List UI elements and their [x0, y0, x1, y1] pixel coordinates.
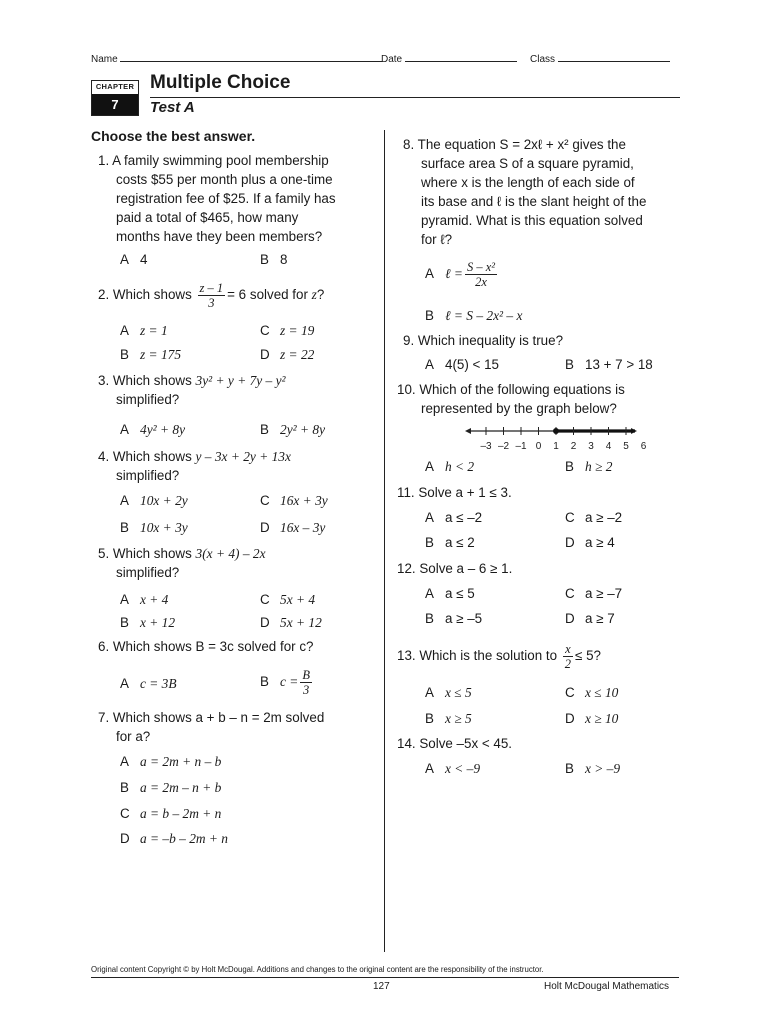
option-letter: C	[565, 586, 575, 601]
expression: 3y² + y + 7y – y²	[195, 373, 286, 388]
option-letter: A	[120, 252, 129, 267]
option-letter: A	[120, 422, 129, 437]
option-text: 16x + 3y	[280, 493, 328, 508]
option-text: 4y² + 8y	[140, 422, 186, 437]
option-letter: A	[425, 510, 434, 525]
question-text: costs $55 per month plus a one-time	[116, 172, 333, 187]
question-text: simplified?	[116, 565, 180, 580]
option-letter: A	[425, 357, 434, 372]
answer-13a[interactable]	[425, 683, 472, 702]
question-13	[397, 638, 601, 674]
option-text: h < 2	[445, 459, 475, 474]
option-letter: D	[120, 831, 130, 846]
expression: 3(x + 4) – 2x	[195, 546, 266, 561]
question-5	[98, 544, 266, 582]
closed-point-marker	[553, 428, 559, 434]
answer-9a[interactable]	[425, 355, 499, 374]
option-letter: B	[260, 674, 269, 689]
class-blank	[558, 52, 670, 62]
option-letter: C	[565, 510, 575, 525]
title-rule	[150, 97, 680, 98]
question-11: 11. Solve a + 1 ≤ 3.	[397, 485, 512, 500]
option-text: c =	[280, 674, 299, 689]
answer-14b[interactable]	[565, 759, 620, 778]
question-text: registration fee of $25. If a family has	[116, 191, 336, 206]
question-text: solved for	[249, 287, 308, 302]
option-letter: B	[425, 711, 434, 726]
option-text: a = 2m – n + b	[140, 780, 222, 795]
answer-2d[interactable]	[260, 345, 314, 364]
question-text: 4. Which shows	[98, 449, 192, 464]
answer-4d[interactable]	[260, 518, 325, 537]
tick-label: 6	[640, 441, 647, 452]
option-text: x ≥ 10	[585, 711, 619, 726]
number-line-graph	[465, 423, 647, 455]
option-letter: C	[565, 685, 575, 700]
option-text: 5x + 12	[280, 615, 322, 630]
question-7	[98, 708, 324, 746]
question-text: ≤ 5?	[575, 648, 601, 663]
option-text: a ≥ 7	[585, 611, 615, 626]
question-12: 12. Solve a – 6 ≥ 1.	[397, 561, 513, 576]
option-text: x ≤ 5	[445, 685, 472, 700]
option-text: 16x – 3y	[280, 520, 326, 535]
tick-label: –1	[515, 441, 527, 452]
option-text: a = 2m + n – b	[140, 754, 222, 769]
option-text: 13 + 7 > 18	[585, 357, 653, 372]
question-text: represented by the graph below?	[421, 401, 617, 416]
answer-11b[interactable]	[425, 533, 475, 552]
answer-10a[interactable]	[425, 457, 474, 476]
answer-5b[interactable]	[120, 613, 175, 632]
tick-label: 0	[535, 441, 542, 452]
fraction	[198, 281, 226, 310]
instructions: Choose the best answer.	[91, 128, 256, 144]
denominator: 3	[208, 295, 215, 310]
tick-label: 5	[623, 441, 629, 452]
answer-13c[interactable]	[565, 683, 618, 702]
option-letter: B	[565, 459, 574, 474]
answer-13b[interactable]	[425, 709, 472, 728]
answer-3b[interactable]	[260, 420, 325, 439]
option-text: z = 22	[280, 347, 315, 362]
question-text: 2. Which shows	[98, 287, 192, 302]
question-text: for ℓ?	[421, 232, 453, 247]
name-blank	[120, 52, 382, 62]
publisher-name: Holt McDougal Mathematics	[544, 981, 670, 992]
denominator: 3	[303, 682, 310, 697]
chapter-number: 7	[92, 94, 138, 115]
option-text: 10x + 2y	[140, 493, 188, 508]
answer-8a[interactable]	[425, 254, 499, 294]
option-text: 2y² + 8y	[280, 422, 326, 437]
question-text: 3. Which shows	[98, 373, 192, 388]
equation-part: = 6	[227, 287, 247, 302]
option-text: 10x + 3y	[140, 520, 188, 535]
answer-5c[interactable]	[260, 590, 315, 609]
arrow-left-icon	[465, 428, 471, 434]
question-1	[98, 151, 336, 246]
question-6: 6. Which shows B = 3c solved for c?	[98, 639, 314, 654]
option-letter: D	[565, 711, 575, 726]
question-text: 1. A family swimming pool membership	[98, 153, 329, 168]
option-text: a ≤ 5	[445, 586, 475, 601]
question-14: 14. Solve –5x < 45.	[397, 736, 513, 751]
date-label: Date	[381, 54, 403, 65]
option-letter: B	[260, 252, 269, 267]
answer-4a[interactable]	[120, 491, 188, 510]
variable: z	[311, 287, 317, 302]
option-text: 8	[280, 252, 288, 267]
option-text: h ≥ 2	[585, 459, 613, 474]
question-text: surface area S of a square pyramid,	[421, 156, 634, 171]
option-letter: A	[120, 592, 129, 607]
date-field	[381, 52, 517, 65]
option-letter: A	[120, 754, 129, 769]
answer-11d[interactable]	[565, 533, 615, 552]
answer-1a[interactable]	[120, 250, 147, 269]
option-letter: B	[565, 761, 574, 776]
option-letter: C	[260, 592, 270, 607]
question-text: months have they been members?	[116, 229, 323, 244]
option-text: ℓ = S – 2x² – x	[445, 308, 523, 323]
option-text: 4(5) < 15	[445, 357, 499, 372]
question-text: ?	[316, 287, 325, 302]
answer-2c[interactable]	[260, 321, 314, 340]
option-text: x + 12	[140, 615, 176, 630]
answer-6b[interactable]	[260, 662, 314, 702]
fraction	[300, 668, 312, 697]
column-divider	[384, 130, 385, 952]
tick-label: 4	[605, 441, 612, 452]
option-letter: B	[120, 520, 129, 535]
denominator: 2x	[475, 274, 487, 289]
question-text: where x is the length of each side of	[421, 175, 635, 190]
option-text: a ≤ –2	[445, 510, 483, 525]
numerator: B	[302, 667, 310, 682]
option-letter: A	[120, 493, 129, 508]
expression: y – 3x + 2y + 13x	[195, 449, 291, 464]
answer-1b[interactable]	[260, 250, 287, 269]
question-3	[98, 371, 286, 409]
option-text: a ≥ 4	[585, 535, 615, 550]
answer-11a[interactable]	[425, 508, 482, 527]
question-text: paid a total of $465, how many	[116, 210, 299, 225]
option-letter: D	[260, 520, 270, 535]
numerator: z – 1	[199, 280, 224, 295]
question-text: for a?	[116, 729, 151, 744]
page-subtitle: Test A	[150, 99, 195, 116]
answer-2b[interactable]	[120, 345, 181, 364]
date-blank	[405, 52, 517, 62]
answer-9b[interactable]	[565, 355, 653, 374]
option-letter: C	[260, 323, 270, 338]
class-label: Class	[530, 54, 556, 65]
option-text: a ≥ –2	[585, 510, 623, 525]
answer-4c[interactable]	[260, 491, 328, 510]
question-2	[98, 277, 324, 313]
option-text: x > –9	[585, 761, 621, 776]
answer-7d[interactable]	[120, 829, 228, 848]
answer-3a[interactable]	[120, 420, 185, 439]
answer-8b[interactable]	[425, 306, 522, 325]
option-text: ℓ =	[445, 266, 463, 281]
numerator: x	[563, 642, 573, 657]
answer-7a[interactable]	[120, 752, 221, 771]
option-letter: C	[120, 806, 130, 821]
option-text: 4	[140, 252, 148, 267]
tick-label: –2	[497, 441, 510, 452]
question-text: 5. Which shows	[98, 546, 192, 561]
option-letter: A	[120, 323, 129, 338]
answer-7c[interactable]	[120, 804, 221, 823]
option-letter: D	[565, 611, 575, 626]
option-letter: B	[425, 611, 434, 626]
question-text: 7. Which shows a + b – n = 2m solved	[98, 710, 325, 725]
option-letter: B	[260, 422, 269, 437]
option-letter: A	[425, 586, 434, 601]
option-letter: C	[260, 493, 270, 508]
question-4	[98, 447, 291, 485]
answer-4b[interactable]	[120, 518, 188, 537]
answer-12a[interactable]	[425, 584, 475, 603]
name-label: Name	[91, 54, 118, 65]
fraction	[465, 260, 497, 289]
option-text: a ≥ –7	[585, 586, 623, 601]
option-text: z = 175	[140, 347, 182, 362]
option-text: a = –b – 2m + n	[140, 831, 229, 846]
question-10	[397, 380, 625, 418]
option-text: a ≥ –5	[445, 611, 483, 626]
option-text: x ≥ 5	[445, 711, 472, 726]
fraction	[563, 642, 573, 671]
option-text: x < –9	[445, 761, 481, 776]
option-text: a ≤ 2	[445, 535, 475, 550]
answer-14a[interactable]	[425, 759, 480, 778]
option-text: x ≤ 10	[585, 685, 619, 700]
option-text: z = 1	[140, 323, 168, 338]
option-letter: B	[425, 308, 434, 323]
option-letter: B	[425, 535, 434, 550]
option-letter: D	[565, 535, 575, 550]
answer-12c[interactable]	[565, 584, 622, 603]
question-text: pyramid. What is this equation solved	[421, 213, 643, 228]
question-text: its base and ℓ is the slant height of the	[421, 194, 647, 209]
option-letter: A	[120, 676, 129, 691]
answer-12d[interactable]	[565, 609, 615, 628]
option-letter: B	[565, 357, 574, 372]
answer-7b[interactable]	[120, 778, 221, 797]
question-text: 10. Which of the following equations is	[397, 382, 625, 397]
option-letter: B	[120, 615, 129, 630]
option-text: z = 19	[280, 323, 315, 338]
option-letter: D	[260, 347, 270, 362]
class-field	[530, 52, 670, 65]
denominator: 2	[564, 656, 572, 671]
tick-label: 3	[588, 441, 594, 452]
answer-2a[interactable]	[120, 321, 168, 340]
page-number: 127	[373, 981, 390, 992]
option-text: c = 3B	[140, 676, 177, 691]
option-text: a = b – 2m + n	[140, 806, 222, 821]
question-text: simplified?	[116, 392, 180, 407]
question-text: 8. The equation S = 2xℓ + x² gives the	[403, 137, 626, 152]
tick-label: 2	[570, 441, 577, 452]
answer-5d[interactable]	[260, 613, 322, 632]
option-letter: D	[260, 615, 270, 630]
answer-13d[interactable]	[565, 709, 618, 728]
chapter-badge	[91, 80, 139, 116]
page-title: Multiple Choice	[150, 72, 291, 93]
answer-6a[interactable]	[120, 674, 177, 693]
numerator: S – x²	[466, 259, 496, 274]
name-field	[91, 52, 382, 65]
question-text: simplified?	[116, 468, 180, 483]
answer-12b[interactable]	[425, 609, 482, 628]
question-8	[403, 135, 646, 249]
question-text: 13. Which is the solution to	[397, 648, 558, 663]
question-9: 9. Which inequality is true?	[403, 333, 564, 348]
option-text: x + 4	[140, 592, 169, 607]
answer-5a[interactable]	[120, 590, 168, 609]
footer-rule	[91, 977, 679, 978]
tick-label: 1	[553, 441, 559, 452]
answer-11c[interactable]	[565, 508, 622, 527]
option-letter: A	[425, 266, 434, 281]
option-letter: A	[425, 459, 434, 474]
option-letter: B	[120, 780, 129, 795]
option-letter: A	[425, 761, 434, 776]
option-letter: A	[425, 685, 434, 700]
option-letter: B	[120, 347, 129, 362]
option-text: 5x + 4	[280, 592, 316, 607]
tick-label: –3	[480, 441, 492, 452]
copyright-notice: Original content Copyright © by Holt McDougal. Additions and changes to the original content are the responsibility of the instructor.	[91, 965, 544, 974]
answer-10b[interactable]	[565, 457, 612, 476]
chapter-label: CHAPTER	[95, 82, 135, 91]
